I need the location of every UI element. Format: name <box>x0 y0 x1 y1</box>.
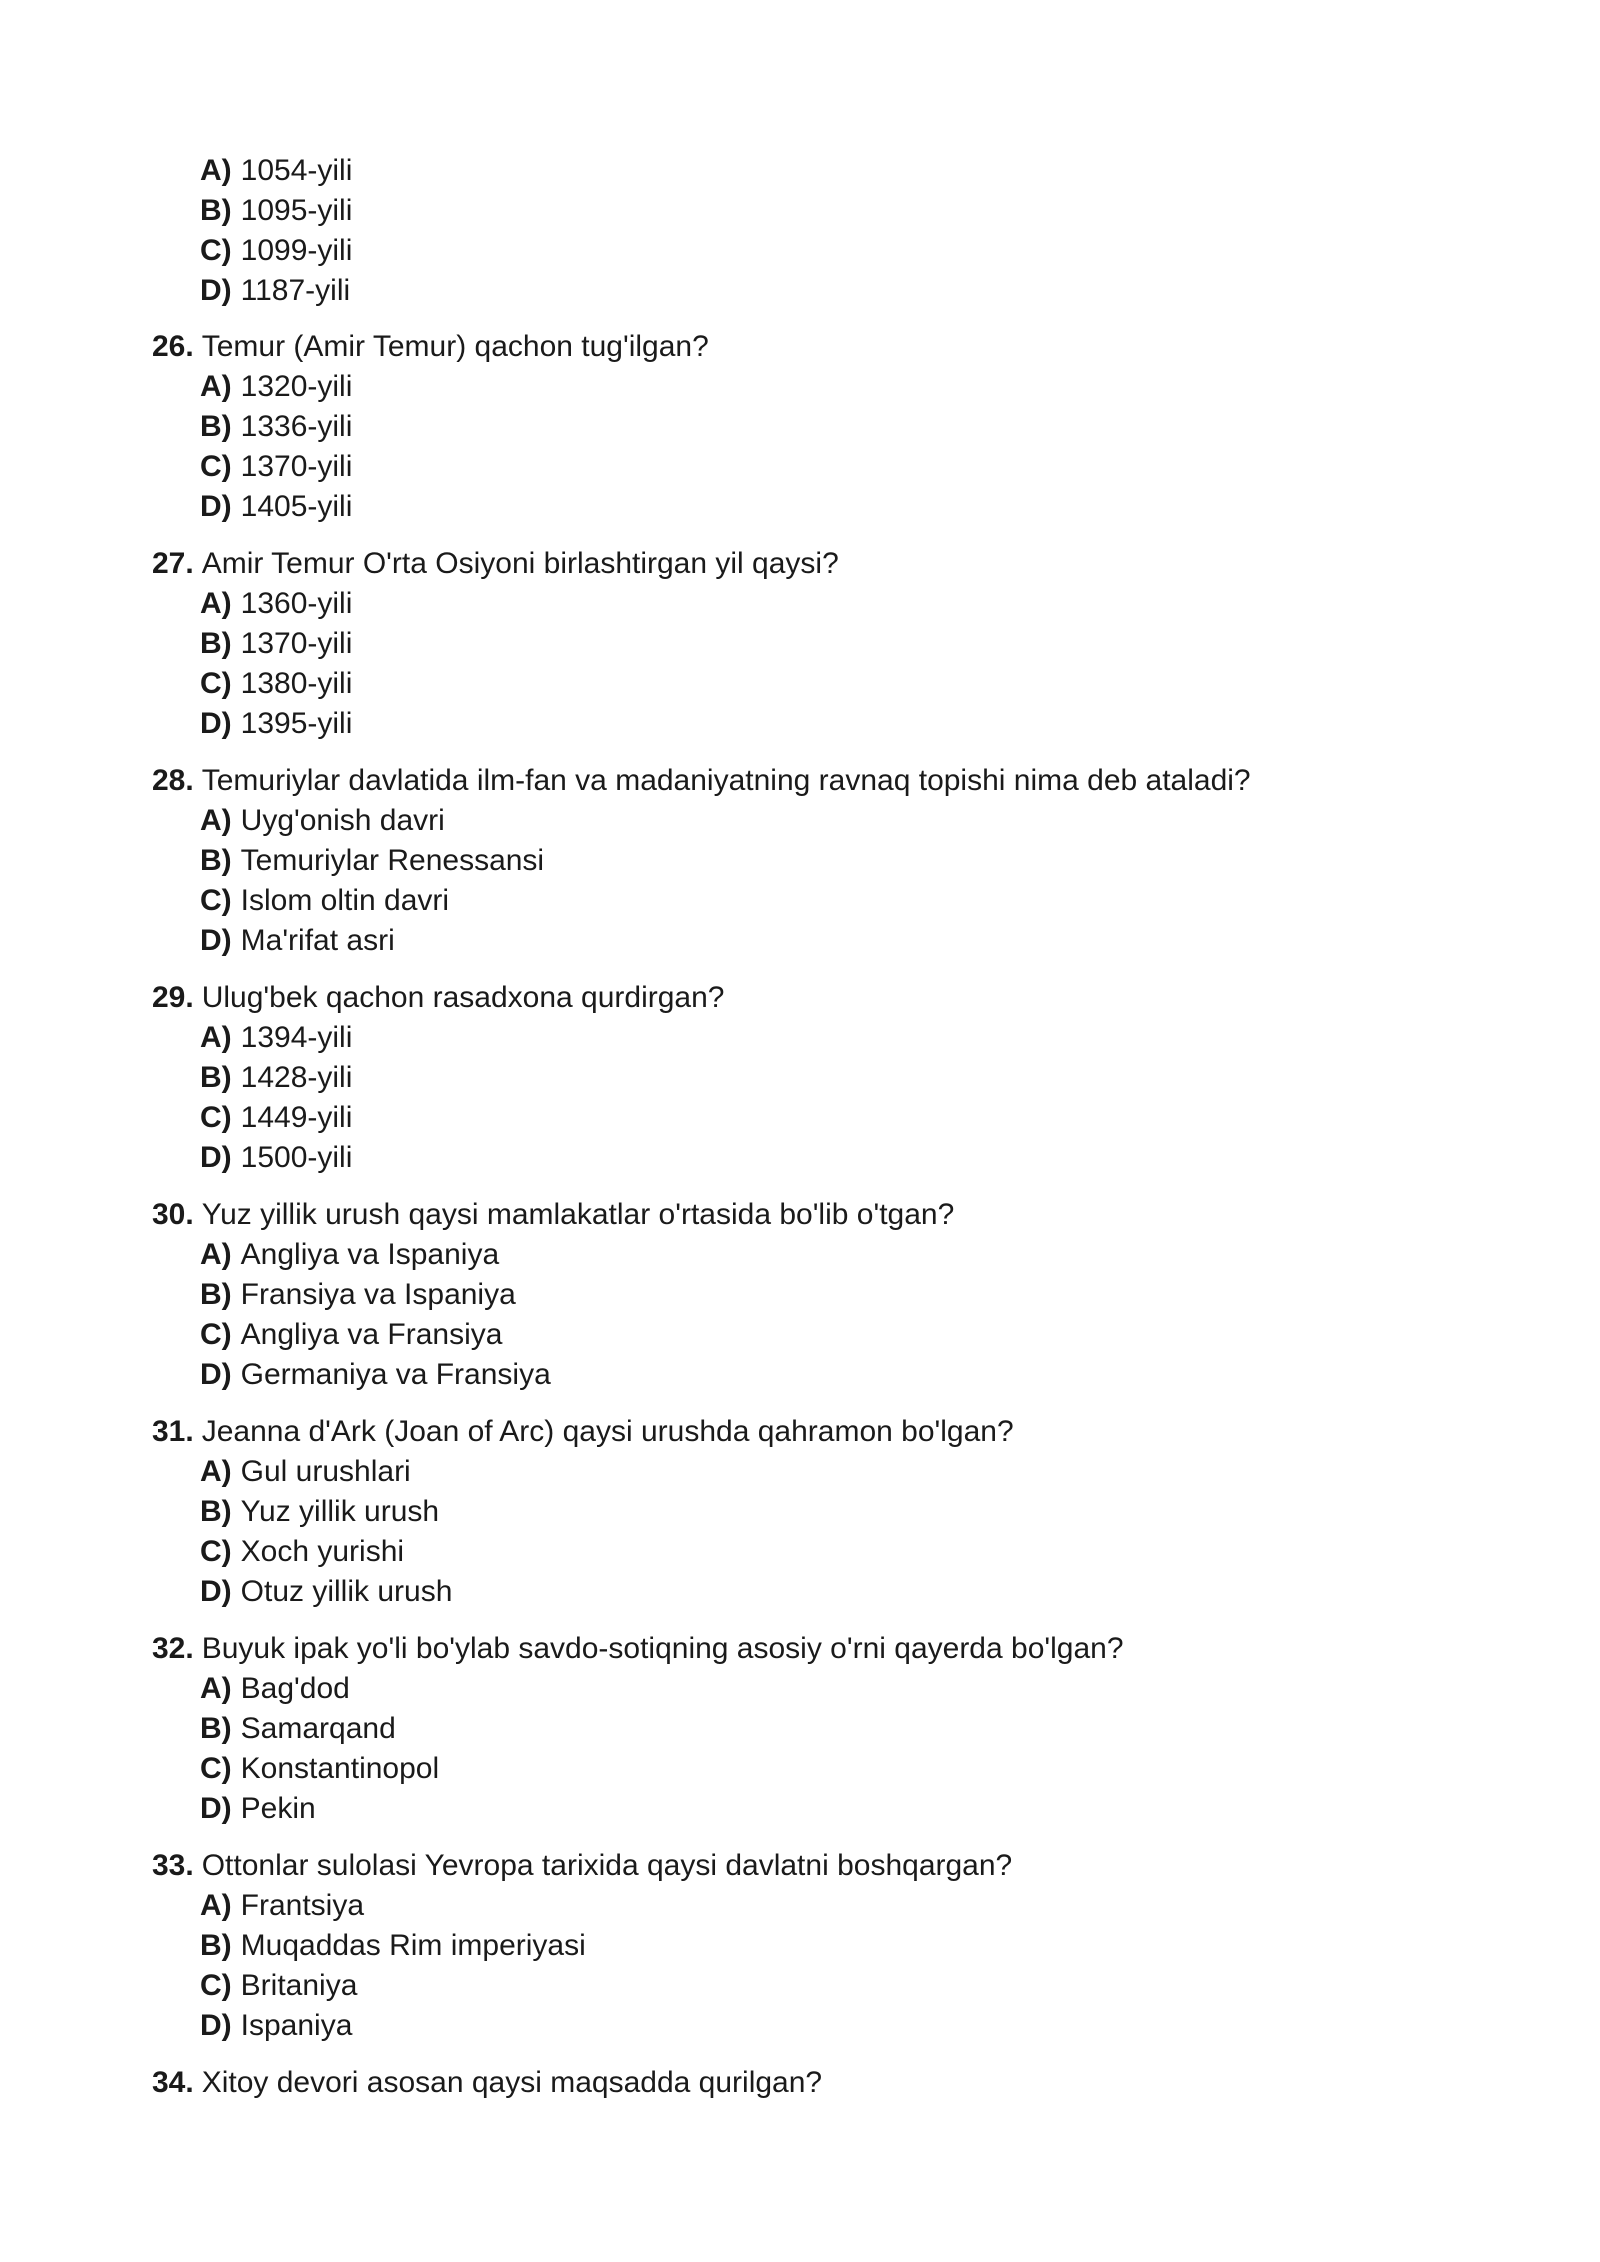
question-number: 31. <box>152 1415 194 1448</box>
question-text: Ottonlar sulolasi Yevropa tarixida qaysi davlatni boshqargan? <box>201 1849 1013 1882</box>
option-text: 1405-yili <box>240 490 353 523</box>
option-text: 1500-yili <box>240 1141 353 1174</box>
option-letter: D) <box>200 1358 232 1391</box>
question-line <box>152 761 1251 801</box>
option-letter: D) <box>200 490 232 523</box>
option-c <box>200 231 352 271</box>
option-text: 1336-yili <box>240 410 353 443</box>
option-text: Ispaniya <box>240 2009 353 2042</box>
option-text: Konstantinopol <box>240 1752 440 1785</box>
option-d <box>200 704 839 744</box>
option-text: Muqaddas Rim imperiyasi <box>240 1929 586 1962</box>
option-a <box>200 1886 1012 1926</box>
question-32 <box>152 1629 1124 1829</box>
question-27 <box>152 544 839 744</box>
option-text: Ma'rifat asri <box>240 924 395 957</box>
option-letter: D) <box>200 707 232 740</box>
question-text: Jeanna d'Ark (Joan of Arc) qaysi urushda qahramon bo'lgan? <box>201 1415 1014 1448</box>
option-b <box>200 1275 954 1315</box>
question-text: Ulug'bek qachon rasadxona qurdirgan? <box>201 981 725 1014</box>
option-text: 1428-yili <box>240 1061 353 1094</box>
option-d <box>200 2006 1012 2046</box>
question-text: Amir Temur O'rta Osiyoni birlashtirgan yil qaysi? <box>201 547 839 580</box>
question-text: Temur (Amir Temur) qachon tug'ilgan? <box>201 330 709 363</box>
leading-options <box>200 151 352 311</box>
question-line <box>152 544 839 584</box>
option-text: Frantsiya <box>240 1889 365 1922</box>
option-b <box>200 407 709 447</box>
question-number: 27. <box>152 547 194 580</box>
option-letter: C) <box>200 1318 232 1351</box>
option-b <box>200 1058 724 1098</box>
question-text: Xitoy devori asosan qaysi maqsadda qurilgan? <box>201 2066 823 2099</box>
question-number: 34. <box>152 2066 194 2099</box>
option-c <box>200 1098 724 1138</box>
option-text: 1395-yili <box>240 707 353 740</box>
option-letter: B) <box>200 1712 232 1745</box>
option-letter: A) <box>200 587 232 620</box>
question-number: 33. <box>152 1849 194 1882</box>
question-30 <box>152 1195 954 1395</box>
option-letter: C) <box>200 1752 232 1785</box>
question-line <box>152 327 709 367</box>
question-31 <box>152 1412 1014 1612</box>
option-letter: B) <box>200 627 232 660</box>
option-b <box>200 1492 1014 1532</box>
option-a <box>200 367 709 407</box>
option-b <box>200 1926 1012 1966</box>
option-letter: A) <box>200 1672 232 1705</box>
option-text: 1370-yili <box>240 627 353 660</box>
option-text: Yuz yillik urush <box>240 1495 440 1528</box>
option-letter: C) <box>200 1101 232 1134</box>
option-a <box>200 151 352 191</box>
option-text: 1370-yili <box>240 450 353 483</box>
option-letter: B) <box>200 1061 232 1094</box>
question-number: 32. <box>152 1632 194 1665</box>
option-text: 1187-yili <box>240 274 351 307</box>
question-number: 30. <box>152 1198 194 1231</box>
option-letter: B) <box>200 1278 232 1311</box>
option-letter: A) <box>200 1021 232 1054</box>
option-letter: C) <box>200 884 232 917</box>
option-text: Bag'dod <box>240 1672 350 1705</box>
option-d <box>200 1789 1124 1829</box>
option-letter: B) <box>200 1929 232 1962</box>
option-letter: D) <box>200 1141 232 1174</box>
option-c <box>200 1315 954 1355</box>
option-letter: B) <box>200 1495 232 1528</box>
option-b <box>200 1709 1124 1749</box>
option-b <box>200 191 352 231</box>
option-a <box>200 1452 1014 1492</box>
question-line <box>152 1629 1124 1669</box>
option-a <box>200 1018 724 1058</box>
option-text: Britaniya <box>240 1969 358 2002</box>
option-letter: C) <box>200 1969 232 2002</box>
option-letter: D) <box>200 1792 232 1825</box>
question-text: Temuriylar davlatida ilm-fan va madaniyatning ravnaq topishi nima deb ataladi? <box>201 764 1251 797</box>
option-letter: C) <box>200 667 232 700</box>
option-c <box>200 664 839 704</box>
option-text: Germaniya va Fransiya <box>240 1358 551 1391</box>
option-text: Otuz yillik urush <box>240 1575 453 1608</box>
option-letter: A) <box>200 1889 232 1922</box>
option-letter: C) <box>200 1535 232 1568</box>
option-c <box>200 881 1251 921</box>
option-text: Islom oltin davri <box>240 884 450 917</box>
option-a <box>200 1669 1124 1709</box>
option-b <box>200 841 1251 881</box>
option-text: 1095-yili <box>240 194 353 227</box>
option-text: 1099-yili <box>240 234 353 267</box>
option-text: Angliya va Ispaniya <box>240 1238 500 1271</box>
option-letter: D) <box>200 924 232 957</box>
option-letter: C) <box>200 450 232 483</box>
question-text: Yuz yillik urush qaysi mamlakatlar o'rtasida bo'lib o'tgan? <box>201 1198 955 1231</box>
option-text: 1380-yili <box>240 667 353 700</box>
question-28 <box>152 761 1251 961</box>
option-a <box>200 801 1251 841</box>
question-33 <box>152 1846 1012 2046</box>
question-29 <box>152 978 724 1178</box>
option-text: Gul urushlari <box>240 1455 411 1488</box>
question-number: 29. <box>152 981 194 1014</box>
option-letter: B) <box>200 844 232 877</box>
question-34 <box>152 2063 822 2103</box>
option-letter: A) <box>200 1238 232 1271</box>
option-letter: D) <box>200 274 232 307</box>
option-text: Samarqand <box>240 1712 396 1745</box>
option-d <box>200 1138 724 1178</box>
option-d <box>200 921 1251 961</box>
option-c <box>200 1749 1124 1789</box>
option-a <box>200 584 839 624</box>
option-letter: A) <box>200 1455 232 1488</box>
option-letter: A) <box>200 154 232 187</box>
question-text: Buyuk ipak yo'li bo'ylab savdo-sotiqning asosiy o'rni qayerda bo'lgan? <box>201 1632 1124 1665</box>
option-c <box>200 1532 1014 1572</box>
option-text: Xoch yurishi <box>240 1535 405 1568</box>
question-number: 26. <box>152 330 194 363</box>
question-line <box>152 978 724 1018</box>
question-line <box>152 1846 1012 1886</box>
option-text: 1360-yili <box>240 587 353 620</box>
option-c <box>200 1966 1012 2006</box>
option-d <box>200 487 709 527</box>
option-letter: A) <box>200 804 232 837</box>
question-line <box>152 2063 822 2103</box>
option-text: Pekin <box>240 1792 316 1825</box>
option-text: Uyg'onish davri <box>240 804 445 837</box>
question-number: 28. <box>152 764 194 797</box>
option-letter: A) <box>200 370 232 403</box>
question-line <box>152 1195 954 1235</box>
option-text: 1394-yili <box>240 1021 353 1054</box>
option-text: Angliya va Fransiya <box>240 1318 503 1351</box>
question-line <box>152 1412 1014 1452</box>
option-d <box>200 271 352 311</box>
option-d <box>200 1355 954 1395</box>
option-letter: B) <box>200 194 232 227</box>
option-text: 1054-yili <box>240 154 353 187</box>
option-d <box>200 1572 1014 1612</box>
option-text: Fransiya va Ispaniya <box>240 1278 516 1311</box>
option-a <box>200 1235 954 1275</box>
option-c <box>200 447 709 487</box>
question-26 <box>152 327 709 527</box>
option-text: 1320-yili <box>240 370 353 403</box>
option-b <box>200 624 839 664</box>
option-letter: C) <box>200 234 232 267</box>
option-text: 1449-yili <box>240 1101 353 1134</box>
option-letter: D) <box>200 2009 232 2042</box>
option-text: Temuriylar Renessansi <box>240 844 545 877</box>
option-letter: D) <box>200 1575 232 1608</box>
option-letter: B) <box>200 410 232 443</box>
